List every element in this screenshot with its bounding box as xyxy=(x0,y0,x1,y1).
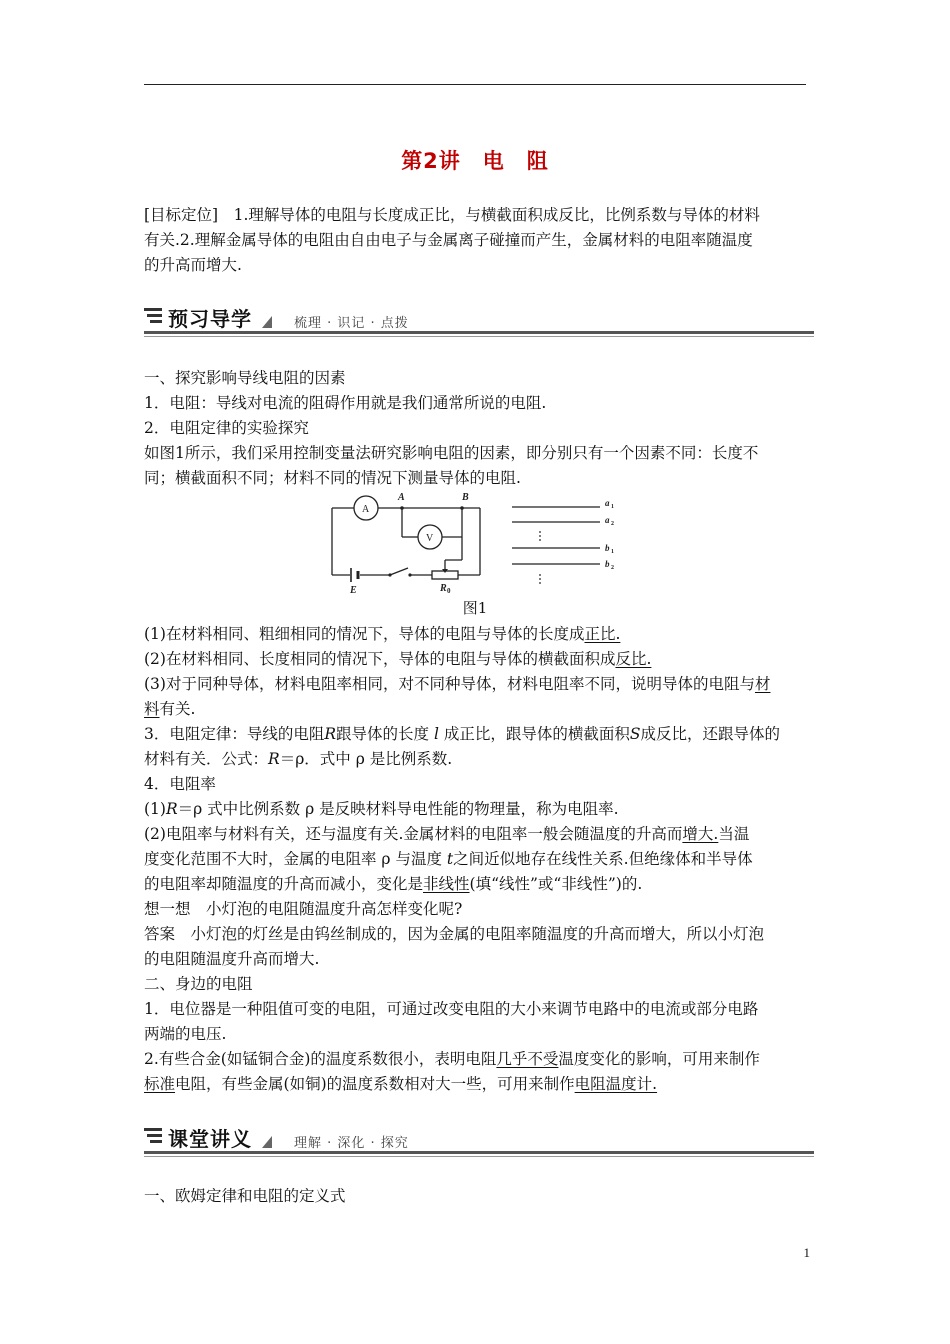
wire-b1-subscript: 1 xyxy=(611,549,614,555)
resistivity-2-line-2: 度变化范围不大时，金属的电阻率 ρ 与温度 t之间近似地存在线性关系.但绝缘体和半导体 xyxy=(144,850,753,868)
text-fig-intro-1: 如图1所示，我们采用控制变量法研究影响电阻的因素，即分别只有一个因素不同：长度不 xyxy=(144,444,759,462)
objectives-line-3: 的升高而增大. xyxy=(144,256,242,274)
rheostat-subscript: 0 xyxy=(447,587,451,595)
node-a-label: A xyxy=(398,492,405,503)
objectives-line-1: [目标定位] 1.理解导体的电阻与长度成正比，与横截面积成反比，比例系数与导体的材料 xyxy=(144,206,760,224)
conclusion-2: (2)在材料相同、长度相同的情况下，导体的电阻与导体的横截面积成反比. xyxy=(144,650,652,668)
section-rule xyxy=(144,1151,814,1154)
ammeter-label: A xyxy=(362,504,370,515)
wire-a1-subscript: 1 xyxy=(611,504,614,510)
section-rule-thin xyxy=(144,1156,814,1157)
section-heading-text: 课堂讲义 xyxy=(168,1127,252,1151)
stripes-icon xyxy=(144,308,162,328)
wire-a2-label: a xyxy=(605,515,610,525)
text-resistance-def: 1．电阻：导线对电流的阻碍作用就是我们通常所说的电阻. xyxy=(144,394,547,412)
wire-a1-label: a xyxy=(605,498,610,508)
wire-b1-label: b xyxy=(605,543,610,553)
conclusion-3-line-2: 料有关. xyxy=(144,700,196,718)
circuit-figure xyxy=(322,490,622,595)
text-experiment: 2．电阻定律的实验探究 xyxy=(144,419,309,437)
section-tagline: 理解 · 深化 · 探究 xyxy=(294,1136,409,1151)
stripes-icon xyxy=(144,1128,162,1148)
voltmeter-label: V xyxy=(426,533,434,544)
answer-line-1: 答案 小灯泡的灯丝是由钨丝制成的，因为金属的电阻率随温度的升高而增大，所以小灯泡 xyxy=(144,925,765,943)
page-number: 1 xyxy=(803,1245,810,1260)
section-heading-lecture xyxy=(144,1124,814,1154)
conclusion-1: (1)在材料相同、粗细相同的情况下，导体的电阻与导体的长度成正比. xyxy=(144,625,621,643)
corner-triangle-icon xyxy=(262,316,272,328)
section-tagline: 梳理 · 识记 · 点拨 xyxy=(294,316,409,331)
heading-ohms-law: 一、欧姆定律和电阻的定义式 xyxy=(144,1187,346,1205)
node-b-label: B xyxy=(462,492,469,503)
text-fig-intro-2: 同；横截面积不同；材料不同的情况下测量导体的电阻. xyxy=(144,469,521,487)
resistivity-heading: 4．电阻率 xyxy=(144,775,216,793)
alloy-line-1: 2.有些合金(如锰铜合金)的温度系数很小，表明电阻几乎不受温度变化的影响，可用来制作 xyxy=(144,1050,760,1068)
resistance-law-line-2: 材料有关．公式：R＝ρ．式中 ρ 是比例系数. xyxy=(144,750,453,768)
corner-triangle-icon xyxy=(262,1136,272,1148)
battery-label: E xyxy=(350,585,357,595)
rheostat-label: R xyxy=(440,583,447,594)
heading-everyday-resistors: 二、身边的电阻 xyxy=(144,975,253,993)
resistivity-2-line-1: (2)电阻率与材料有关，还与温度有关.金属材料的电阻率一般会随温度的升高而增大.当温 xyxy=(144,825,750,843)
section-rule xyxy=(144,331,814,334)
answer-line-2: 的电阻随温度升高而增大. xyxy=(144,950,320,968)
think-question: 想一想 小灯泡的电阻随温度升高怎样变化呢? xyxy=(144,900,463,918)
section-rule-thin xyxy=(144,336,814,337)
potentiometer-line-1: 1．电位器是一种阻值可变的电阻，可通过改变电阻的大小来调节电路中的电流或部分电路 xyxy=(144,1000,759,1018)
alloy-line-2: 标准电阻，有些金属(如铜)的温度系数相对大一些，可用来制作电阻温度计. xyxy=(144,1075,658,1093)
resistivity-1: (1)R＝ρ 式中比例系数 ρ 是反映材料导电性能的物理量，称为电阻率. xyxy=(144,800,619,818)
figure-caption: 图1 xyxy=(462,599,488,617)
resistance-law-line-1: 3．电阻定律：导线的电阻R跟导体的长度 l 成正比，跟导体的横截面积S成反比，还跟导体的 xyxy=(144,725,781,743)
conclusion-3-line-1: (3)对于同种导体，材料电阻率相同，对不同种导体，材料电阻率不同，说明导体的电阻与材 xyxy=(144,675,771,693)
heading-factors: 一、探究影响导线电阻的因素 xyxy=(144,369,346,387)
top-rule xyxy=(144,84,806,85)
objectives-line-2: 有关.2.理解金属导体的电阻由自由电子与金属离子碰撞而产生，金属材料的电阻率随温度 xyxy=(144,231,753,249)
wire-b2-label: b xyxy=(605,559,610,569)
section-heading-text: 预习导学 xyxy=(168,307,252,331)
section-heading-preview xyxy=(144,304,814,334)
wire-b2-subscript: 2 xyxy=(611,565,614,571)
page-title: 第2讲 电 阻 xyxy=(401,149,549,173)
potentiometer-line-2: 两端的电压. xyxy=(144,1025,227,1043)
wire-a2-subscript: 2 xyxy=(611,521,614,527)
resistivity-2-line-3: 的电阻率却随温度的升高而减小，变化是非线性(填“线性”或“非线性”)的. xyxy=(144,875,643,893)
